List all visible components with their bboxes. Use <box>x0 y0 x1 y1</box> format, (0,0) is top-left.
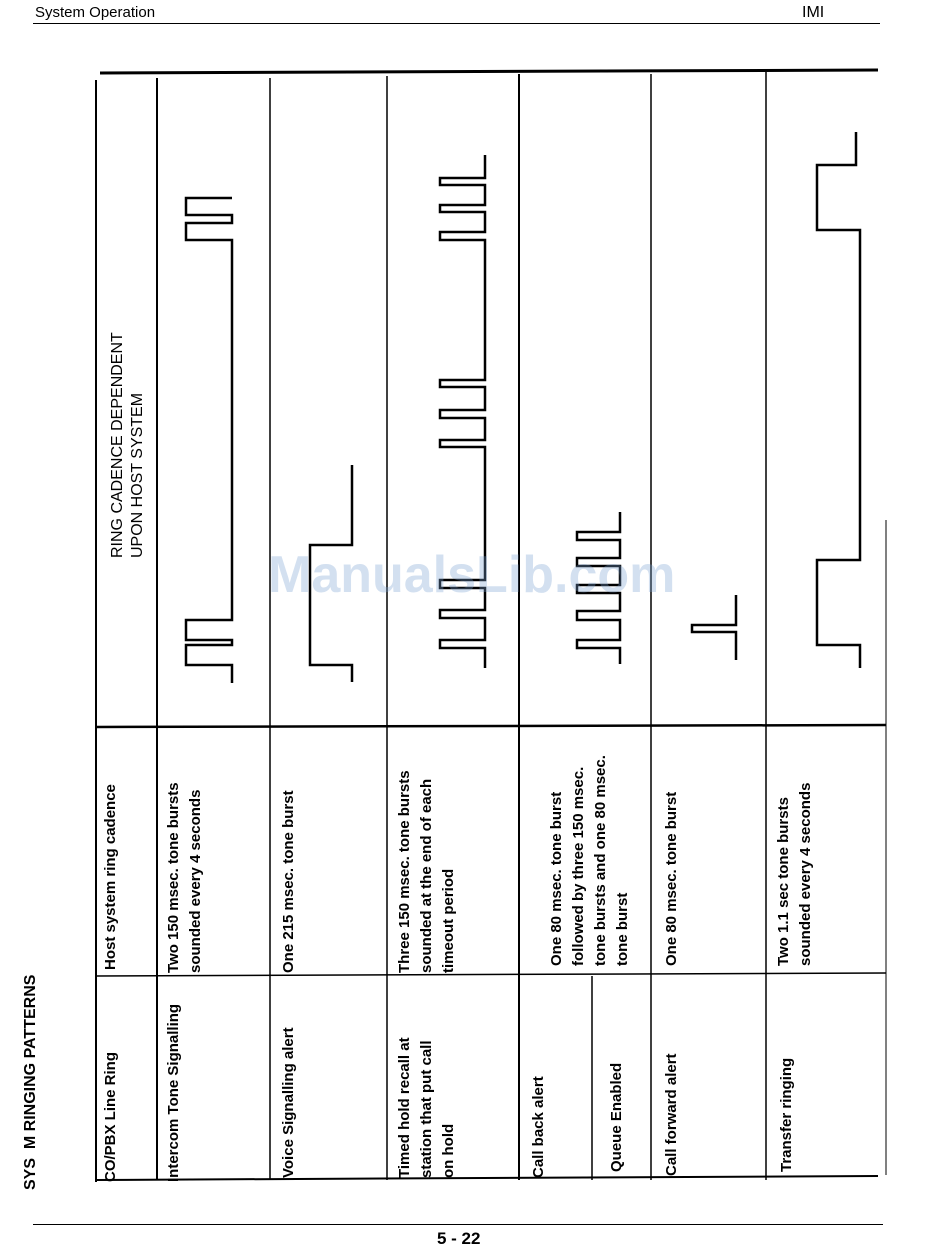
row-co-pbx-line-ring-name: CO/PBX Line Ring <box>102 1051 119 1182</box>
row-timed-hold-recall-description: Three 150 msec. tone bursts sounded at the end of each timeout period <box>396 770 457 973</box>
row-call-forward-alert-name: Call forward alert <box>663 1053 680 1176</box>
row-intercom-name: Intercom Tone Signalling <box>165 1003 182 1182</box>
row-transfer-ringing-description: Two 1.1 sec tone bursts sounded every 4 seconds <box>775 782 814 966</box>
header-section-title: System Operation <box>35 4 156 21</box>
row-call-back-alert-description: One 80 msec. tone burst followed by three 150 msec. tone bursts and one 80 msec. tone burst <box>548 755 631 966</box>
row-voice-signalling-name: Voice Signalling alert <box>280 1027 297 1178</box>
row-co-pbx-description: Host system ring cadence <box>102 784 119 970</box>
header-brand: IMI <box>802 4 825 21</box>
row-timed-hold-recall-name: Timed hold recall at station that put call on hold <box>396 1037 457 1178</box>
footer-rule <box>33 1224 883 1225</box>
ring-cadence-note: RING CADENCE DEPENDENT UPON HOST SYSTEM <box>109 332 146 558</box>
row-voice-signalling-description: One 215 msec. tone burst <box>280 790 297 973</box>
call-forward-alert-waveform <box>692 595 736 660</box>
page-side-title: SYS M RINGING PATTERNS <box>22 974 39 1190</box>
row-call-back-alert-name: Call back alert <box>530 1076 547 1178</box>
row-call-forward-alert-description: One 80 msec. tone burst <box>663 791 680 966</box>
row-transfer-ringing-name: Transfer ringing <box>778 1057 795 1172</box>
intercom-cadence-waveform <box>186 198 232 683</box>
transfer-ringing-waveform <box>817 132 860 668</box>
row-intercom-description: Two 150 msec. tone bursts sounded every 4 seconds <box>165 782 204 973</box>
manualslib-watermark: ManualsLib.com <box>268 546 676 604</box>
row-queue-enabled-name: Queue Enabled <box>608 1062 625 1172</box>
page-number: 5 - 22 <box>437 1229 481 1248</box>
